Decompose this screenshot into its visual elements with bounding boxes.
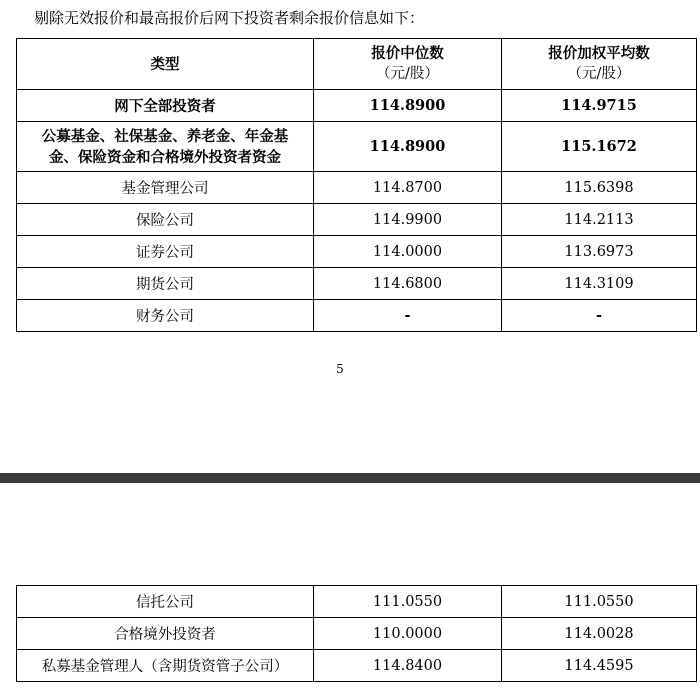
row-median: 114.9900: [314, 204, 502, 236]
row-median: 114.8900: [314, 90, 502, 122]
page-divider: [0, 473, 700, 483]
row-type: 基金管理公司: [17, 172, 314, 204]
row-median: 114.8400: [314, 650, 502, 682]
header-wavg-line2: （元/股）: [567, 66, 631, 82]
row-wavg: 114.3109: [502, 268, 697, 300]
table-row: [17, 618, 697, 650]
header-median-line2: （元/股）: [376, 66, 439, 82]
table-header-row: [17, 39, 697, 90]
row-median: 114.6800: [314, 268, 502, 300]
header-median-line1: 报价中位数: [371, 45, 444, 62]
row-type: 合格境外投资者: [17, 618, 314, 650]
row-type: 证券公司: [17, 236, 314, 268]
table-row: [17, 90, 697, 122]
table-row: [17, 236, 697, 268]
row-wavg: 114.9715: [502, 90, 697, 122]
quote-table: [16, 38, 697, 332]
header-median: [314, 39, 502, 90]
row-median: 114.0000: [314, 236, 502, 268]
row-median: 110.0000: [314, 618, 502, 650]
row-wavg: 115.1672: [502, 122, 697, 172]
row-wavg: 114.4595: [502, 650, 697, 682]
header-wavg-line1: 报价加权平均数: [548, 45, 650, 62]
row-type: [17, 122, 314, 172]
row-median: 114.8900: [314, 122, 502, 172]
row-wavg: -: [502, 300, 697, 332]
row-type: 网下全部投资者: [17, 90, 314, 122]
row-wavg: 111.0550: [502, 586, 697, 618]
row-wavg: 114.2113: [502, 204, 697, 236]
table-row: [17, 300, 697, 332]
row-median: -: [314, 300, 502, 332]
table-row: [17, 268, 697, 300]
table-row: [17, 586, 697, 618]
row-type-line1: 公募基金、社保基金、养老金、年金基: [41, 127, 289, 145]
table-row: [17, 204, 697, 236]
header-type: 类型: [17, 39, 314, 90]
row-median: 111.0550: [314, 586, 502, 618]
table-row: [17, 650, 697, 682]
intro-text: 剔除无效报价和最高报价后网下投资者剩余报价信息如下：: [34, 9, 425, 27]
row-type: 信托公司: [17, 586, 314, 618]
row-wavg: 115.6398: [502, 172, 697, 204]
page-number: 5: [336, 362, 344, 376]
row-wavg: 114.0028: [502, 618, 697, 650]
row-type: 私募基金管理人（含期货资管子公司）: [17, 650, 314, 682]
header-weighted-average: [502, 39, 697, 90]
row-type: 保险公司: [17, 204, 314, 236]
quote-table-continued: [16, 585, 697, 682]
row-type: 财务公司: [17, 300, 314, 332]
row-type-line2: 金、保险资金和合格境外投资者资金: [49, 148, 281, 166]
row-median: 114.8700: [314, 172, 502, 204]
row-wavg: 113.6973: [502, 236, 697, 268]
row-type: 期货公司: [17, 268, 314, 300]
table-row: [17, 172, 697, 204]
table-row: [17, 122, 697, 172]
